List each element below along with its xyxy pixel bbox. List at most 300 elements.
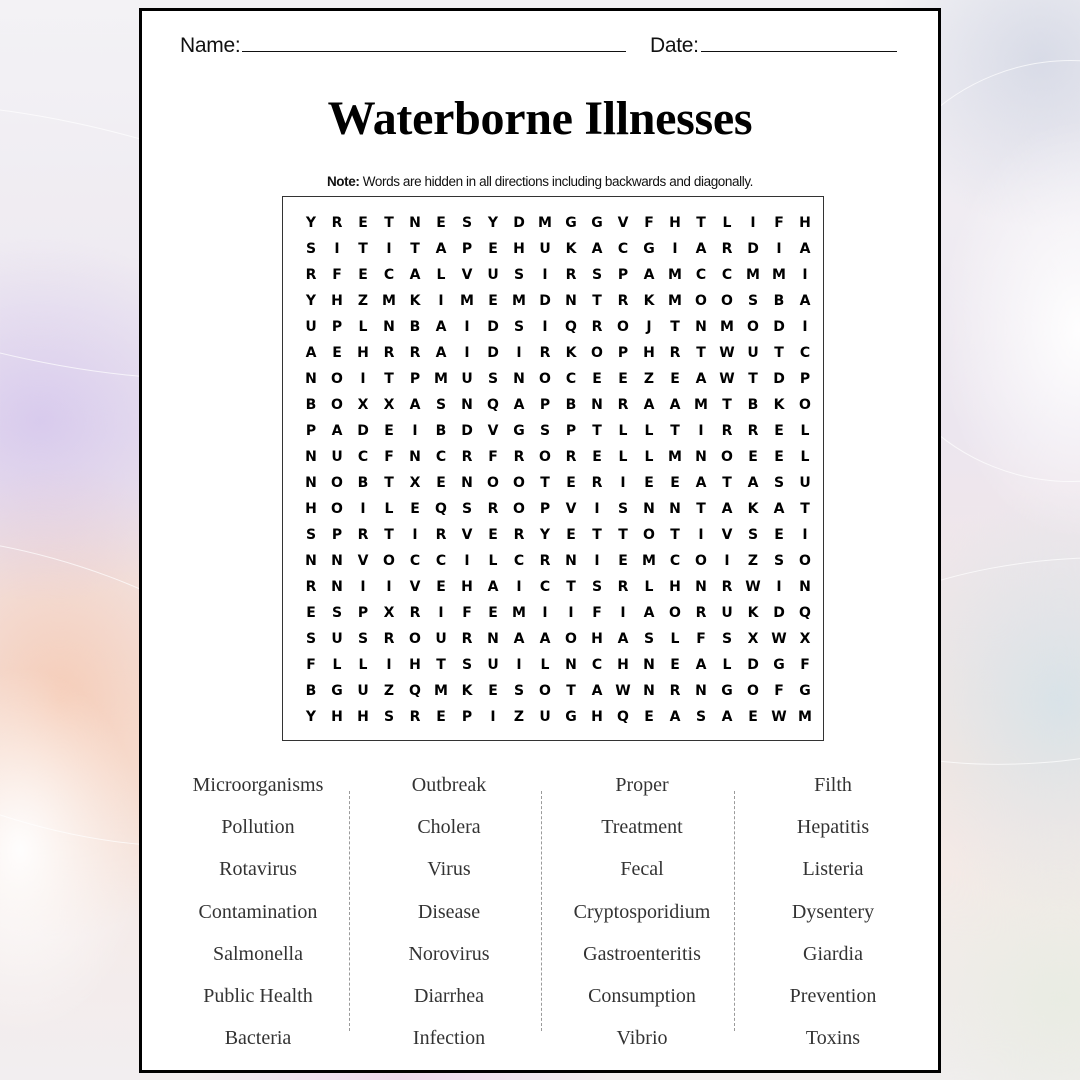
grid-letter: Z (383, 683, 395, 699)
grid-letter: P (617, 267, 629, 283)
grid-letter: S (305, 631, 317, 647)
grid-letter: S (591, 267, 603, 283)
grid-letter: R (721, 241, 733, 257)
grid-letter: E (566, 475, 576, 491)
grid-letter: E (644, 709, 654, 725)
grid-letter: L (358, 657, 368, 673)
grid-letter: K (409, 293, 421, 309)
grid-letter: R (305, 579, 317, 595)
word-list-column-4 (737, 769, 929, 1064)
grid-letter: K (643, 293, 655, 309)
grid-letter: V (487, 423, 499, 439)
grid-letter: X (409, 475, 421, 491)
grid-letter: A (643, 605, 655, 621)
grid-letter: W (745, 579, 761, 595)
grid-letter: O (331, 475, 343, 491)
grid-letter: F (644, 215, 654, 231)
word-item: Cryptosporidium (573, 900, 711, 923)
grid-letter: T (696, 345, 706, 361)
grid-letter: P (357, 605, 369, 621)
grid-letter: H (799, 215, 811, 231)
grid-letter: I (568, 605, 574, 621)
grid-letter: A (539, 631, 551, 647)
grid-letter: I (620, 475, 626, 491)
word-item: Listeria (802, 858, 864, 881)
grid-letter: N (305, 475, 317, 491)
grid-letter: A (721, 709, 733, 725)
grid-letter: B (565, 397, 577, 413)
grid-letter: R (695, 605, 707, 621)
grid-letter: B (773, 293, 785, 309)
grid-letter: S (591, 579, 603, 595)
grid-letter: C (383, 267, 395, 283)
grid-letter: W (719, 371, 735, 387)
grid-letter: E (748, 709, 758, 725)
word-item: Filth (814, 774, 852, 796)
grid-letter: T (696, 215, 706, 231)
grid-letter: S (305, 527, 317, 543)
grid-letter: O (539, 449, 551, 465)
grid-letter: S (747, 293, 759, 309)
grid-letter: D (461, 423, 473, 439)
grid-letter: N (331, 553, 343, 569)
note-label: Note: (326, 174, 360, 189)
grid-letter: O (747, 683, 759, 699)
grid-letter: S (383, 709, 395, 725)
grid-letter: P (799, 371, 811, 387)
word-item: Outbreak (411, 774, 487, 796)
grid-letter: P (539, 397, 551, 413)
grid-letter: E (358, 267, 368, 283)
date-blank-line (701, 33, 897, 52)
grid-letter: A (591, 683, 603, 699)
grid-letter: T (592, 423, 602, 439)
grid-letter: N (695, 449, 707, 465)
page-title: Waterborne Illnesses (327, 92, 753, 145)
grid-letter: S (513, 267, 525, 283)
grid-letter: L (800, 423, 810, 439)
grid-letter: S (461, 657, 473, 673)
grid-letter: L (644, 449, 654, 465)
grid-letter: H (513, 241, 525, 257)
grid-letter: R (617, 397, 629, 413)
word-list-column-1 (162, 769, 354, 1064)
column-divider (541, 791, 542, 1031)
grid-letter: U (487, 267, 499, 283)
grid-letter: R (669, 683, 681, 699)
grid-letter: E (774, 527, 784, 543)
grid-letter: I (594, 501, 600, 517)
grid-letter: N (461, 475, 473, 491)
grid-letter: T (592, 293, 602, 309)
grid-letter: F (800, 657, 810, 673)
grid-letter: Q (409, 683, 421, 699)
grid-letter: I (464, 553, 470, 569)
grid-letter: O (695, 553, 707, 569)
grid-letter: X (383, 605, 395, 621)
grid-letter: N (305, 371, 317, 387)
grid-letter: D (357, 423, 369, 439)
grid-letter: T (384, 475, 394, 491)
grid-letter: M (538, 215, 552, 231)
grid-letter: A (695, 475, 707, 491)
grid-letter: P (409, 371, 421, 387)
word-item: Hepatitis (796, 816, 870, 839)
grid-letter: U (435, 631, 447, 647)
grid-letter: R (591, 475, 603, 491)
grid-letter: L (618, 449, 628, 465)
grid-letter: I (542, 605, 548, 621)
grid-letter: R (409, 709, 421, 725)
grid-letter: T (696, 501, 706, 517)
grid-letter: N (799, 579, 811, 595)
grid-letter: R (409, 345, 421, 361)
word-item: Vibrio (616, 1027, 668, 1050)
grid-letter: U (721, 605, 733, 621)
word-item: Salmonella (213, 942, 303, 965)
grid-letter: U (331, 631, 343, 647)
grid-letter: D (487, 319, 499, 335)
grid-letter: F (592, 605, 602, 621)
grid-letter: X (383, 397, 395, 413)
grid-letter: N (643, 683, 655, 699)
word-item: Contamination (198, 900, 318, 923)
grid-letter: H (461, 579, 473, 595)
word-item: Toxins (805, 1027, 861, 1050)
grid-letter: M (382, 293, 396, 309)
grid-letter: A (695, 371, 707, 387)
grid-letter: S (357, 631, 369, 647)
word-item: Microorganisms (192, 774, 324, 796)
grid-letter: Y (305, 293, 317, 309)
grid-letter: E (436, 215, 446, 231)
grid-letter: M (720, 319, 734, 335)
grid-letter: O (513, 501, 525, 517)
grid-letter: M (642, 553, 656, 569)
grid-letter: R (539, 345, 551, 361)
word-item: Giardia (803, 942, 863, 965)
grid-letter: E (436, 475, 446, 491)
grid-letter: C (695, 267, 707, 283)
grid-letter: V (721, 527, 733, 543)
grid-letter: O (747, 319, 759, 335)
grid-letter: U (305, 319, 317, 335)
grid-letter: S (721, 631, 733, 647)
grid-letter: T (722, 475, 732, 491)
name-field[interactable] (180, 33, 626, 58)
grid-letter: S (773, 475, 785, 491)
grid-letter: T (410, 241, 420, 257)
date-label: Date: (650, 34, 699, 57)
grid-letter: H (643, 345, 655, 361)
name-date-row (180, 33, 898, 59)
grid-letter: G (513, 423, 525, 439)
grid-letter: L (644, 423, 654, 439)
grid-letter: U (461, 371, 473, 387)
grid-letter: O (695, 293, 707, 309)
grid-letter: A (799, 241, 811, 257)
grid-letter: J (646, 319, 652, 335)
grid-letter: N (487, 631, 499, 647)
grid-letter: E (774, 423, 784, 439)
grid-letter: I (386, 579, 392, 595)
grid-letter: E (384, 423, 394, 439)
grid-letter: D (513, 215, 525, 231)
grid-letter: V (357, 553, 369, 569)
column-divider (349, 791, 350, 1031)
grid-letter: A (409, 397, 421, 413)
grid-letter: A (513, 631, 525, 647)
name-label: Name: (180, 34, 241, 57)
grid-letter: N (305, 449, 317, 465)
grid-letter: C (435, 449, 447, 465)
grid-letter: I (386, 657, 392, 673)
grid-letter: E (488, 605, 498, 621)
grid-letter: I (438, 293, 444, 309)
grid-letter: N (695, 319, 707, 335)
word-item: Treatment (601, 816, 683, 839)
grid-letter: R (617, 579, 629, 595)
grid-letter: I (490, 709, 496, 725)
grid-letter: U (487, 657, 499, 673)
grid-letter: R (721, 423, 733, 439)
grid-letter: L (618, 423, 628, 439)
grid-letter: K (565, 345, 577, 361)
grid-letter: E (436, 709, 446, 725)
grid-letter: T (566, 683, 576, 699)
grid-letter: F (696, 631, 706, 647)
grid-letter: H (591, 709, 603, 725)
grid-letter: H (669, 215, 681, 231)
grid-letter: F (462, 605, 472, 621)
grid-letter: A (305, 345, 317, 361)
grid-letter: E (566, 527, 576, 543)
grid-letter: W (771, 709, 787, 725)
grid-letter: A (669, 709, 681, 725)
grid-letter: L (800, 449, 810, 465)
grid-letter: S (461, 215, 473, 231)
grid-letter: B (409, 319, 421, 335)
grid-letter: P (617, 345, 629, 361)
grid-letter: B (747, 397, 759, 413)
grid-letter: M (434, 683, 448, 699)
grid-letter: T (540, 475, 550, 491)
grid-letter: N (565, 553, 577, 569)
worksheet-page (139, 8, 941, 1073)
word-item: Bacteria (224, 1027, 292, 1050)
grid-letter: G (643, 241, 655, 257)
grid-letter: D (773, 371, 785, 387)
grid-letter: R (617, 293, 629, 309)
word-item: Fecal (620, 858, 664, 881)
word-item: Diarrhea (414, 984, 484, 1007)
word-list-column-3 (546, 769, 738, 1064)
grid-letter: E (410, 501, 420, 517)
grid-letter: I (516, 345, 522, 361)
grid-letter: O (565, 631, 577, 647)
grid-letter: O (799, 397, 811, 413)
grid-letter: Z (513, 709, 525, 725)
grid-letter: L (670, 631, 680, 647)
grid-letter: F (774, 683, 784, 699)
grid-letter: H (669, 579, 681, 595)
grid-letter: L (384, 501, 394, 517)
grid-letter: I (516, 657, 522, 673)
grid-letter: I (438, 605, 444, 621)
grid-letter: P (461, 241, 473, 257)
grid-letter: E (332, 345, 342, 361)
grid-letter: T (384, 371, 394, 387)
grid-letter: N (409, 449, 421, 465)
word-search-grid (298, 210, 818, 730)
grid-letter: D (773, 319, 785, 335)
grid-letter: H (305, 501, 317, 517)
grid-letter: Y (305, 215, 317, 231)
grid-letter: I (334, 241, 340, 257)
grid-letter: I (360, 579, 366, 595)
grid-letter: S (747, 527, 759, 543)
word-item: Gastroenteritis (583, 942, 701, 965)
grid-letter: M (668, 267, 682, 283)
grid-letter: N (565, 293, 577, 309)
word-search-grid-box (282, 196, 824, 741)
instructions-note (142, 174, 938, 189)
grid-letter: R (565, 449, 577, 465)
grid-letter: L (540, 657, 550, 673)
grid-letter: S (461, 501, 473, 517)
grid-letter: N (383, 319, 395, 335)
grid-letter: M (746, 267, 760, 283)
grid-letter: A (435, 319, 447, 335)
grid-letter: P (331, 527, 343, 543)
grid-letter: M (772, 267, 786, 283)
grid-letter: A (409, 267, 421, 283)
word-item: Rotavirus (219, 858, 297, 881)
grid-letter: R (669, 345, 681, 361)
grid-letter: L (436, 267, 446, 283)
grid-letter: M (460, 293, 474, 309)
grid-letter: I (672, 241, 678, 257)
grid-letter: O (331, 501, 343, 517)
grid-letter: N (461, 397, 473, 413)
grid-letter: N (331, 579, 343, 595)
grid-letter: C (669, 553, 681, 569)
grid-letter: A (643, 267, 655, 283)
grid-letter: C (565, 371, 577, 387)
grid-letter: O (331, 371, 343, 387)
grid-letter: G (565, 709, 577, 725)
grid-letter: G (773, 657, 785, 673)
grid-letter: K (565, 241, 577, 257)
grid-letter: C (513, 553, 525, 569)
grid-letter: F (488, 449, 498, 465)
grid-letter: T (384, 527, 394, 543)
grid-letter: D (747, 241, 759, 257)
grid-letter: R (513, 449, 525, 465)
grid-letter: V (617, 215, 629, 231)
grid-letter: U (539, 241, 551, 257)
grid-letter: U (357, 683, 369, 699)
grid-letter: A (721, 501, 733, 517)
grid-letter: H (331, 709, 343, 725)
grid-letter: T (618, 527, 628, 543)
grid-letter: T (748, 371, 758, 387)
grid-letter: B (435, 423, 447, 439)
grid-letter: C (357, 449, 369, 465)
grid-letter: S (487, 371, 499, 387)
grid-letter: V (461, 527, 473, 543)
grid-letter: G (591, 215, 603, 231)
grid-letter: C (435, 553, 447, 569)
word-list-column-2 (353, 769, 545, 1064)
grid-letter: E (592, 449, 602, 465)
grid-letter: I (776, 241, 782, 257)
grid-letter: O (409, 631, 421, 647)
grid-letter: V (409, 579, 421, 595)
grid-letter: N (409, 215, 421, 231)
grid-letter: A (435, 241, 447, 257)
grid-letter: S (695, 709, 707, 725)
grid-letter: R (461, 631, 473, 647)
grid-letter: E (670, 657, 680, 673)
grid-letter: Q (617, 709, 629, 725)
grid-letter: F (384, 449, 394, 465)
grid-letter: V (461, 267, 473, 283)
grid-letter: C (409, 553, 421, 569)
grid-letter: C (591, 657, 603, 673)
grid-letter: O (539, 683, 551, 699)
grid-letter: K (747, 501, 759, 517)
grid-letter: N (643, 501, 655, 517)
grid-letter: O (591, 345, 603, 361)
grid-letter: H (409, 657, 421, 673)
grid-letter: H (591, 631, 603, 647)
grid-letter: A (617, 631, 629, 647)
grid-letter: A (487, 579, 499, 595)
word-item: Infection (412, 1027, 486, 1050)
grid-letter: P (539, 501, 551, 517)
grid-letter: N (305, 553, 317, 569)
grid-letter: D (539, 293, 551, 309)
grid-letter: I (360, 371, 366, 387)
grid-letter: T (384, 215, 394, 231)
grid-letter: Z (357, 293, 369, 309)
grid-letter: E (488, 683, 498, 699)
grid-letter: R (565, 267, 577, 283)
grid-letter: R (721, 579, 733, 595)
grid-letter: A (591, 241, 603, 257)
grid-letter: M (434, 371, 448, 387)
word-item: Dysentery (791, 900, 875, 923)
grid-letter: E (488, 527, 498, 543)
grid-letter: A (695, 241, 707, 257)
grid-letter: I (412, 527, 418, 543)
grid-letter: R (331, 215, 343, 231)
grid-letter: S (643, 631, 655, 647)
date-field[interactable] (650, 33, 897, 58)
grid-letter: L (332, 657, 342, 673)
grid-letter: F (306, 657, 316, 673)
grid-letter: E (670, 475, 680, 491)
grid-letter: S (617, 501, 629, 517)
grid-letter: I (516, 579, 522, 595)
grid-letter: O (721, 449, 733, 465)
grid-letter: T (670, 319, 680, 335)
grid-letter: F (332, 267, 342, 283)
grid-letter: E (306, 605, 316, 621)
grid-letter: C (799, 345, 811, 361)
grid-letter: H (357, 345, 369, 361)
